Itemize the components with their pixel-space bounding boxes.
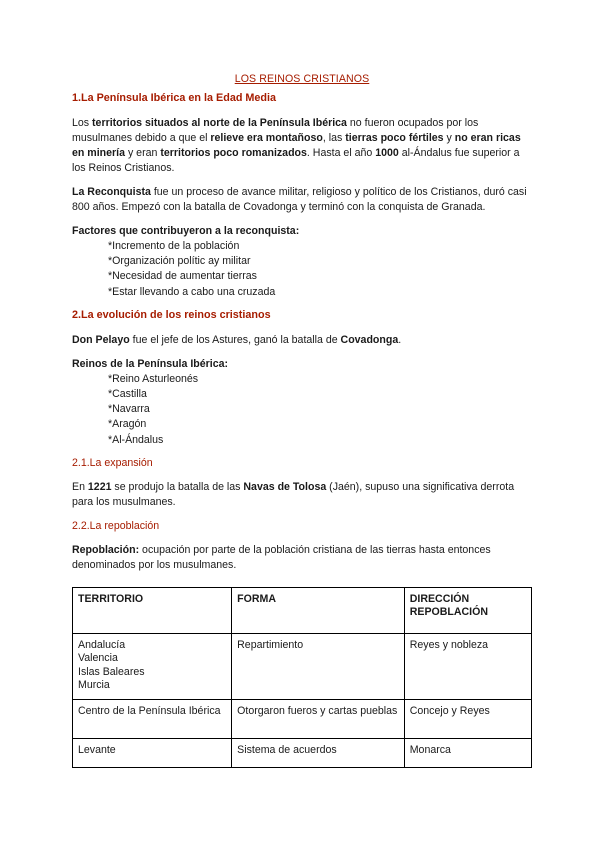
section-1-paragraph-2: La Reconquista fue un proceso de avance militar, religioso y político de los Cristianos, duró casi 800 años. Empezó con la batalla de Covadonga y terminó con la conquista de Granada. <box>72 186 527 213</box>
table-header-forma: FORMA <box>232 587 405 633</box>
section-2-2-paragraph: Repoblación: ocupación por parte de la población cristiana de las tierras hasta entonces denominados por los musulmanes. <box>72 543 491 571</box>
table-row <box>73 633 532 699</box>
territory-line: Valencia <box>78 652 118 665</box>
table-row <box>73 699 532 738</box>
section-2-2-heading: 2.2.La repoblación <box>72 519 160 532</box>
territory-line: Levante <box>78 743 116 756</box>
kingdoms-list <box>72 372 532 448</box>
document-page <box>72 72 532 768</box>
table-header-direccion: DIRECCIÓN REPOBLACIÓN <box>404 587 531 633</box>
list-item: *Organización polític ay militar <box>108 255 251 268</box>
table-cell-forma: Sistema de acuerdos <box>232 738 405 767</box>
table-cell-forma: Repartimiento <box>232 633 405 699</box>
table-header-territorio: TERRITORIO <box>73 587 232 633</box>
section-2-1-paragraph: En 1221 se produjo la batalla de las Navas de Tolosa (Jaén), supuso una significativa derrota para los musulmanes. <box>72 480 515 508</box>
list-item: *Aragón <box>108 418 147 431</box>
list-item: *Navarra <box>108 403 150 416</box>
territory-line: Centro de la Península Ibérica <box>78 704 221 717</box>
table-cell-territorio <box>73 633 232 699</box>
list-item: *Necesidad de aumentar tierras <box>108 270 257 283</box>
territory-line: Islas Baleares <box>78 665 145 678</box>
table-row <box>73 738 532 767</box>
table-cell-territorio <box>73 738 232 767</box>
table-header-row <box>73 587 532 633</box>
table-cell-direccion: Reyes y nobleza <box>404 633 531 699</box>
section-1-paragraph-1: Los territorios situados al norte de la Península Ibérica no fueron ocupados por los musulmanes debido a que el relieve era montañoso, las tierras poco fértiles y no eran ricas en minería y eran territorios poco romanizados. Hasta el año 1000 al-Ándalus fue superior a los Reinos Cristianos. <box>72 117 521 174</box>
list-item: *Estar llevando a cabo una cruzada <box>108 285 276 298</box>
territory-line: Murcia <box>78 679 110 692</box>
section-1-heading: 1.La Península Ibérica en la Edad Media <box>72 92 277 104</box>
list-item: *Incremento de la población <box>108 240 240 252</box>
territory-line: Andalucía <box>78 638 126 651</box>
table-cell-direccion: Monarca <box>404 738 531 767</box>
table-cell-territorio <box>73 699 232 738</box>
document-title: LOS REINOS CRISTIANOS <box>234 73 370 85</box>
list-item: *Al-Ándalus <box>108 433 164 446</box>
kingdoms-list-title: Reinos de la Península Ibérica: <box>72 357 229 370</box>
repopulation-table <box>72 587 532 768</box>
factors-list-title: Factores que contribuyeron a la reconquista: <box>72 225 300 237</box>
section-2-1-heading: 2.1.La expansión <box>72 456 153 469</box>
list-item: *Reino Asturleonés <box>108 372 199 385</box>
factors-list <box>72 239 532 300</box>
table-cell-forma: Otorgaron fueros y cartas pueblas <box>232 699 405 738</box>
table-cell-direccion: Concejo y Reyes <box>404 699 531 738</box>
section-2-paragraph-1: Don Pelayo fue el jefe de los Astures, ganó la batalla de Covadonga. <box>72 333 402 346</box>
list-item: *Castilla <box>108 388 147 401</box>
section-2-heading: 2.La evolución de los reinos cristianos <box>72 308 271 321</box>
